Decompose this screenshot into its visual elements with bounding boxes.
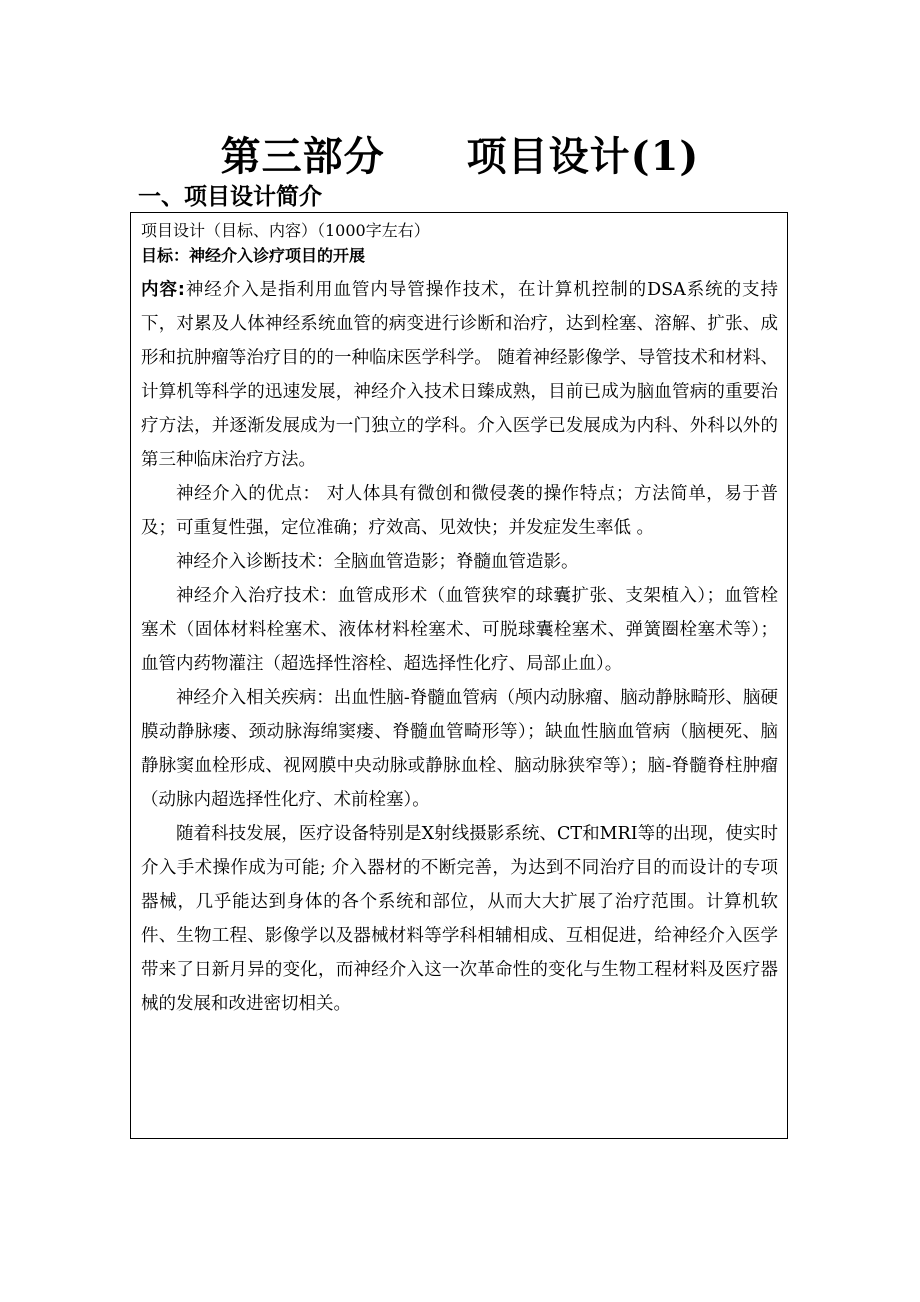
paragraph-text: 神经介入是指利用血管内导管操作技术，在计算机控制的DSA系统的支持下，对累及人体神经系统血管的病变进行诊断和治疗，达到栓塞、溶解、扩张、成形和抗肿瘤等治疗目的的一种临床医学科学。 随着神经影像学、导管技术和材料、计算机等科学的迅速发展，神经介入技术日臻成熟，目前已成为脑血管病的重要治疗方法，并逐渐发展成为一门独立的学科。介入医学已发展成为内科、外科以外的第三种临床治疗方法。 <box>141 280 779 470</box>
content-paragraph-advantages: 神经介入的优点： 对人体具有微创和微侵袭的操作特点；方法简单，易于普及；可重复性强，定位准确；疗效高、见效快；并发症发生率低 。 <box>141 484 778 538</box>
content-paragraph-diagnosis: 神经介入诊断技术：全脑血管造影；脊髓血管造影。 <box>176 552 579 572</box>
content-paragraph-development: 随着科技发展，医疗设备特别是X射线摄影系统、CT和MRI等的出现，使实时介入手术操作成为可能; 介入器材的不断完善，为达到不同治疗目的而设计的专项器械，几乎能达到身体的各个系统和部位，从而大大扩展了治疗范围。计算机软件、生物工程、影像学以及器械材料等学科相辅相成、互相促进，给神经介入医学带来了日新月异的变化，而神经介入这一次革命性的变化与生物工程材料及医疗器械的发展和改进密切相关。 <box>141 824 778 1014</box>
content-paragraph-intro <box>141 273 778 477</box>
project-design-content <box>141 219 778 1021</box>
goal-line: 目标：神经介入诊疗项目的开展 <box>141 246 366 265</box>
project-design-box <box>130 212 788 1139</box>
content-paragraph-diseases: 神经介入相关疾病：出血性脑-脊髓血管病（颅内动脉瘤、脑动静脉畸形、脑硬膜动静脉瘘、颈动脉海绵窦瘘、脊髓血管畸形等）；缺血性脑血管病（脑梗死、脑静脉窦血栓形成、视网膜中央动脉或静脉血栓、脑动脉狭窄等）；脑-脊髓脊柱肿瘤（动脉内超选择性化疗、术前栓塞）。 <box>141 688 778 810</box>
content-paragraph-treatment: 神经介入治疗技术：血管成形术（血管狭窄的球囊扩张、支架植入）；血管栓塞术（固体材料栓塞术、液体材料栓塞术、可脱球囊栓塞术、弹簧圈栓塞术等）；血管内药物灌注（超选择性溶栓、超选择性化疗、局部止血）。 <box>141 586 778 674</box>
form-field-label: 项目设计（目标、内容）（1000字左右） <box>141 221 430 240</box>
page-title: 第三部分 项目设计(1) <box>220 133 700 180</box>
content-label: 内容: <box>141 280 185 300</box>
section-heading: 一、项目设计简介 <box>138 184 322 210</box>
